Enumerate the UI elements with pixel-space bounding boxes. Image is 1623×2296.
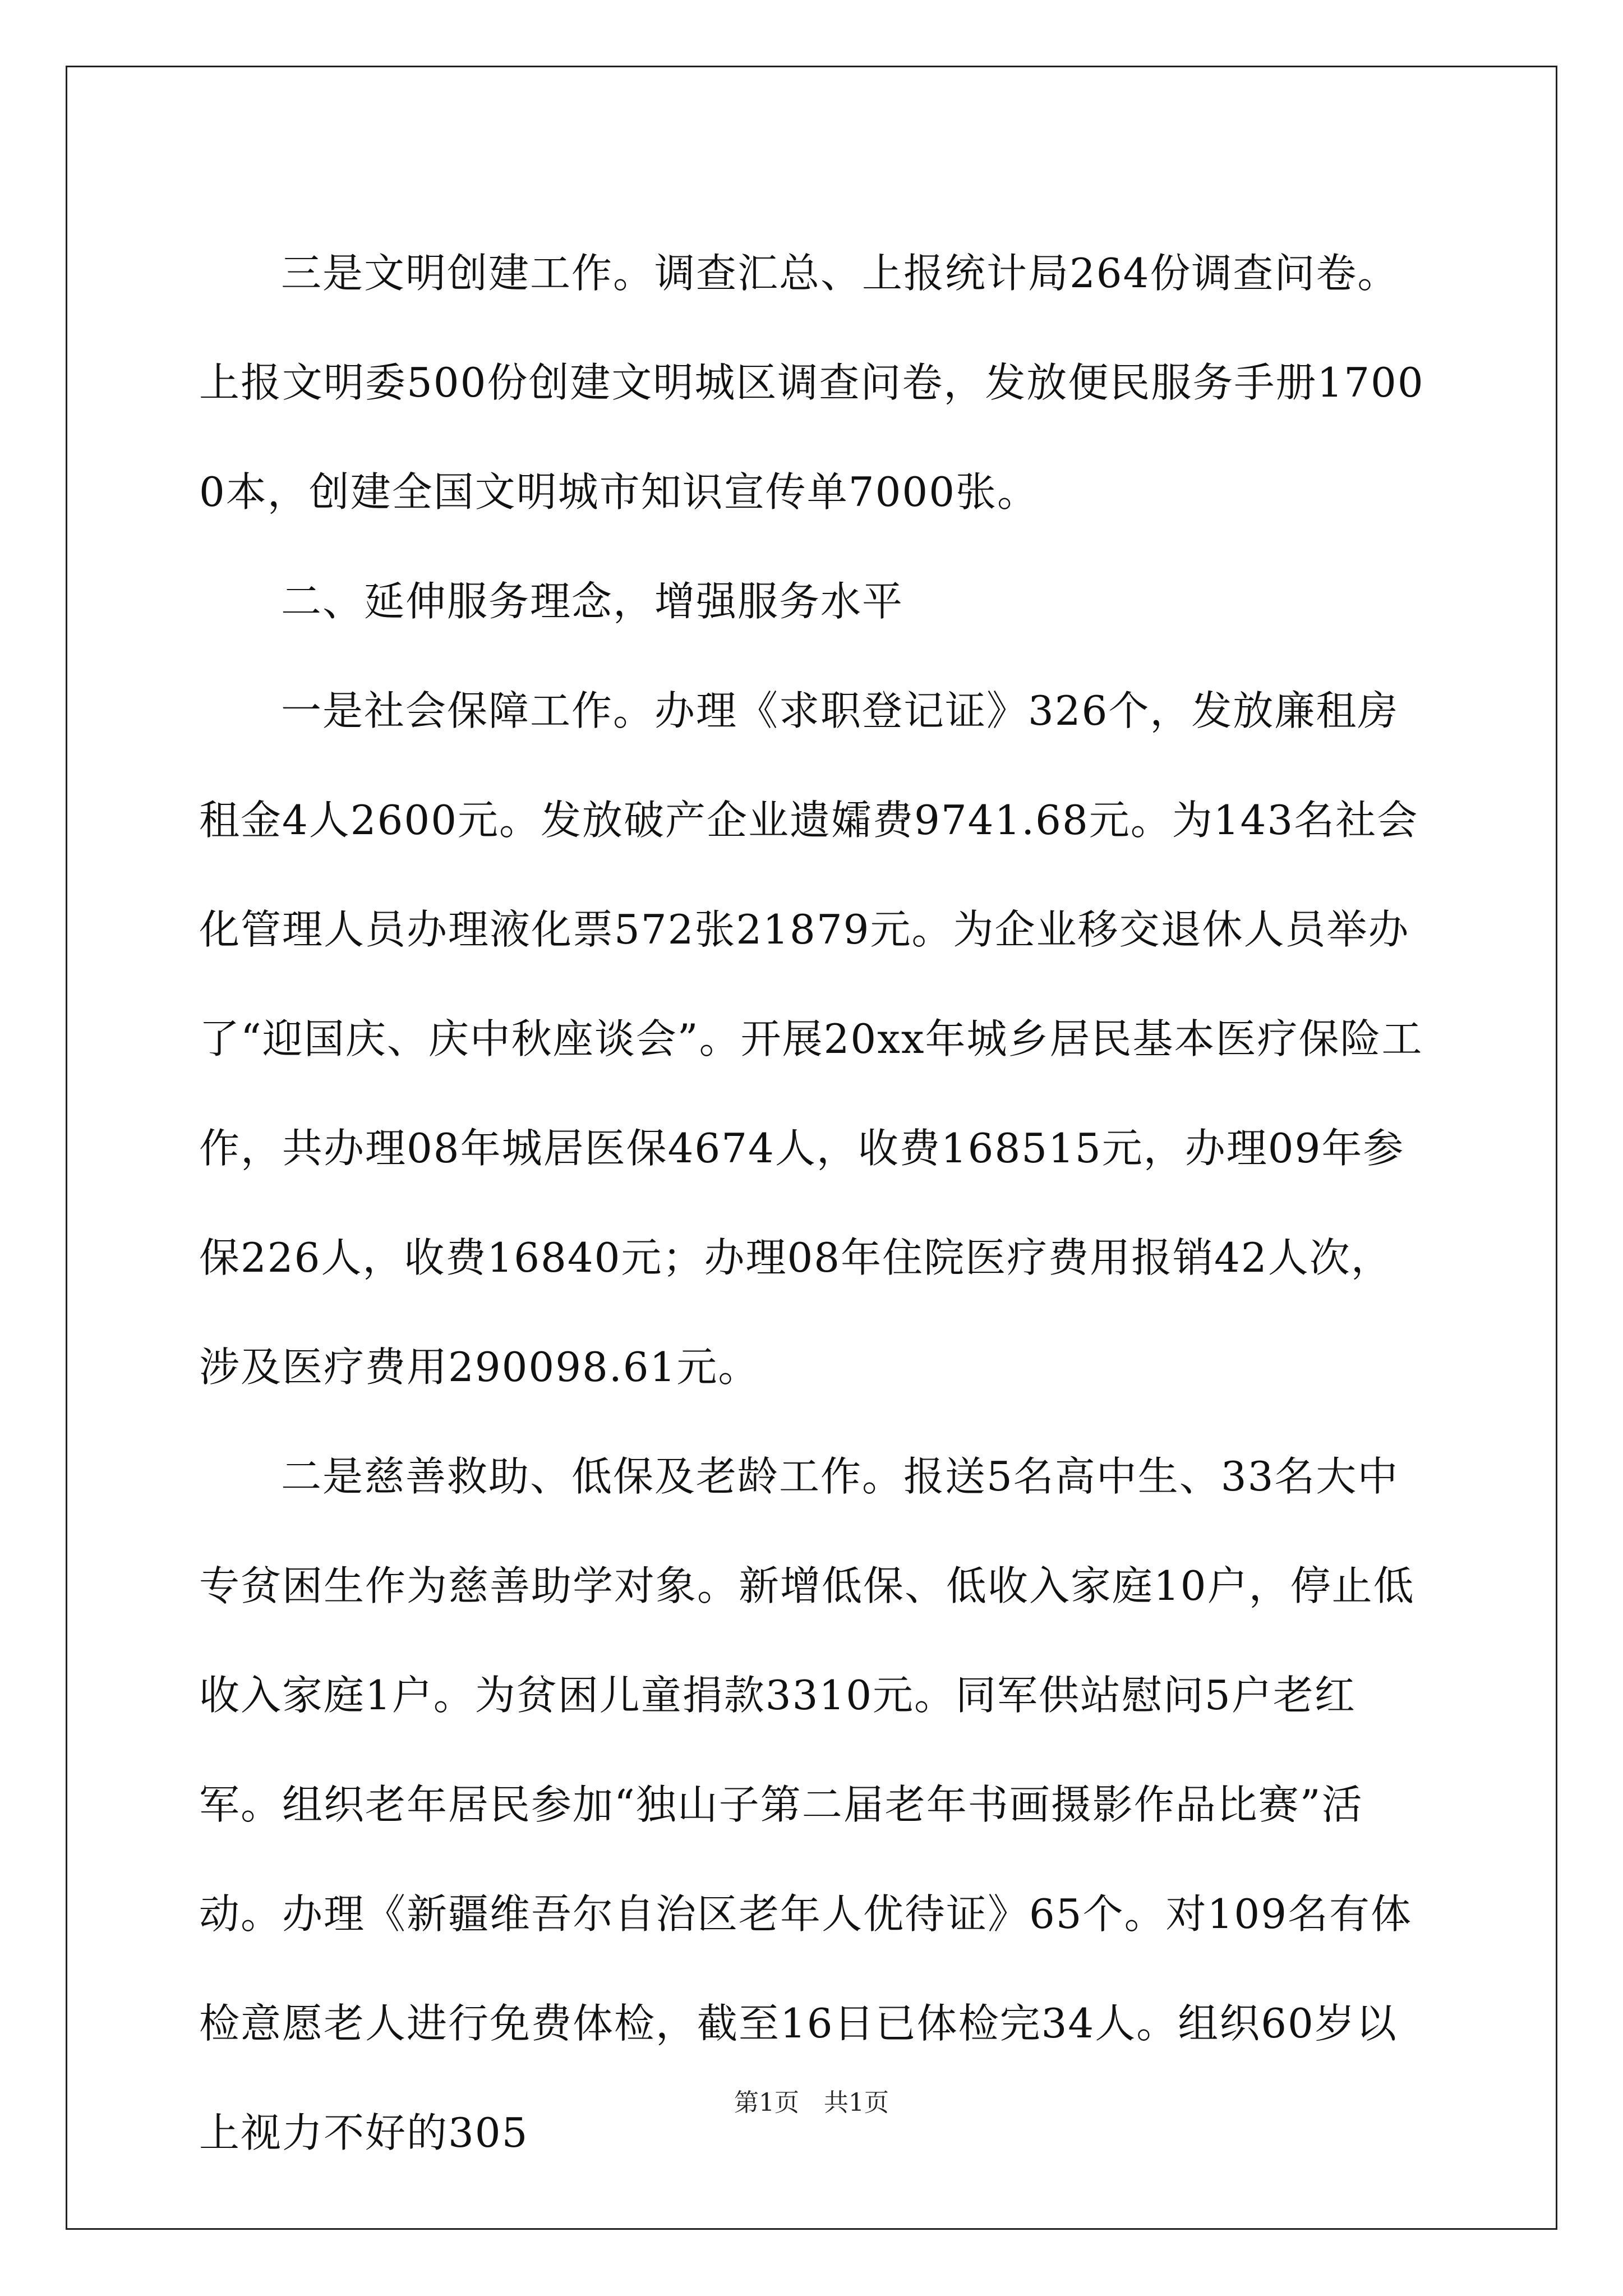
paragraph-social-security: 一是社会保障工作。办理《求职登记证》326个，发放廉租房租金4人2600元。发放破产企业遗孀费9741.68元。为143名社会化管理人员办理液化票572张21879元。为企业移交退休人员举办了“迎国庆、庆中秋座谈会”。开展20xx年城乡居民基本医疗保险工作，共办理08年城居医保4674人，收费168515元，办理09年参保226人，收费16840元；办理08年住院医疗费用报销42人次，涉及医疗费用290098.61元。 [199, 687, 1423, 1391]
paragraph-charity-elderly: 二是慈善救助、低保及老龄工作。报送5名高中生、33名大中专贫困生作为慈善助学对象。新增低保、低收入家庭10户，停止低收入家庭1户。为贫困儿童捐款3310元。同军供站慰问5户老红军。组织老年居民参加“独山子第二届老年书画摄影作品比赛”活动。办理《新疆维吾尔自治区老年人优待证》65个。对109名有体检意愿老人进行免费体检，截至16日已体检完34人。组织60岁以上视力不好的305 [199, 1453, 1415, 2156]
document-body [199, 219, 1430, 2188]
paragraph-civilization-work: 三是文明创建工作。调查汇总、上报统计局264份调查问卷。上报文明委500份创建文明城区调查问卷，发放便民服务手册17000本，创建全国文明城市知识宣传单7000张。 [199, 250, 1424, 516]
page-footer: 第1页 共1页 [734, 2088, 889, 2117]
section-heading-service: 二、延伸服务理念，增强服务水平 [281, 578, 904, 625]
